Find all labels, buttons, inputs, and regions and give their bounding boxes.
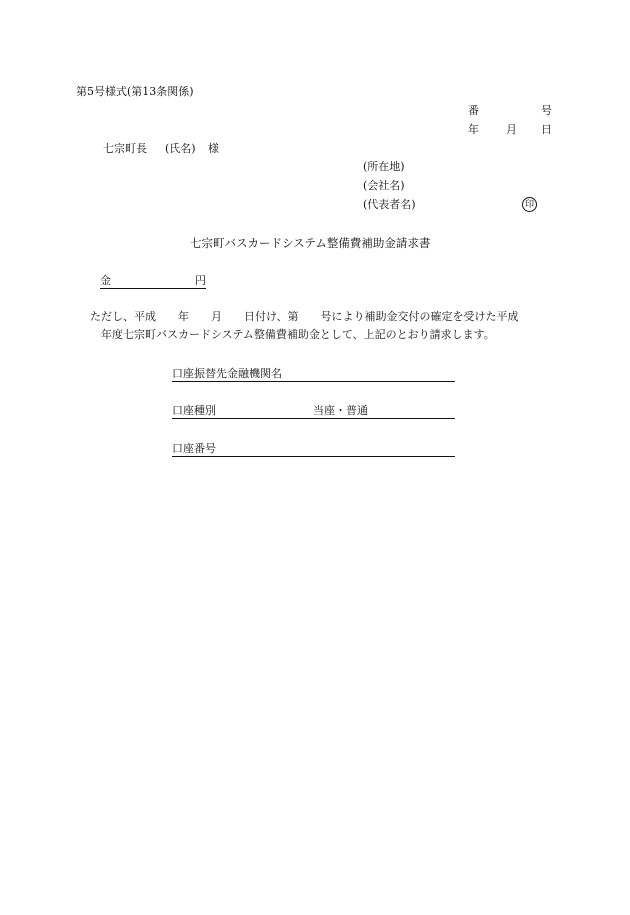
date-day-label: 日 — [541, 123, 552, 136]
date-month-label: 月 — [506, 123, 517, 136]
addressee-name-label: (氏名) — [165, 142, 196, 155]
account-number-label: 口座番号 — [172, 442, 216, 455]
addressee-town: 七宗町長 — [103, 142, 147, 155]
document-number-suffix: 号 — [541, 104, 552, 117]
amount-unit: 円 — [195, 274, 206, 287]
account-type-field — [172, 404, 455, 419]
amount-field — [100, 274, 206, 289]
applicant-address-label: (所在地) — [363, 160, 405, 173]
amount-prefix: 金 — [100, 274, 111, 287]
form-label: 第5号様式(第13条関係) — [76, 85, 194, 98]
account-type-value: 当座・普通 — [313, 404, 368, 417]
account-number-field — [172, 442, 455, 457]
account-type-label: 口座種別 — [172, 404, 216, 417]
applicant-company-label: (会社名) — [363, 179, 405, 192]
document-number-label: 番 — [468, 104, 479, 117]
body-text-line-2: 年度七宗町バスカードシステム整備費補助金として、上記のとおり請求します。 — [101, 328, 495, 341]
bank-name-field — [172, 367, 455, 382]
bank-name-label: 口座振替先金融機関名 — [172, 367, 282, 380]
seal-icon: 印 — [522, 197, 537, 212]
addressee-honorific: 様 — [208, 142, 219, 155]
document-title: 七宗町バスカードシステム整備費補助金請求書 — [190, 236, 431, 250]
date-year-label: 年 — [468, 123, 479, 136]
body-text-line-1: ただし、平成 年 月 日付け、第 号により補助金交付の確定を受けた平成 — [90, 310, 519, 323]
applicant-rep-label: (代表者名) — [363, 198, 416, 211]
